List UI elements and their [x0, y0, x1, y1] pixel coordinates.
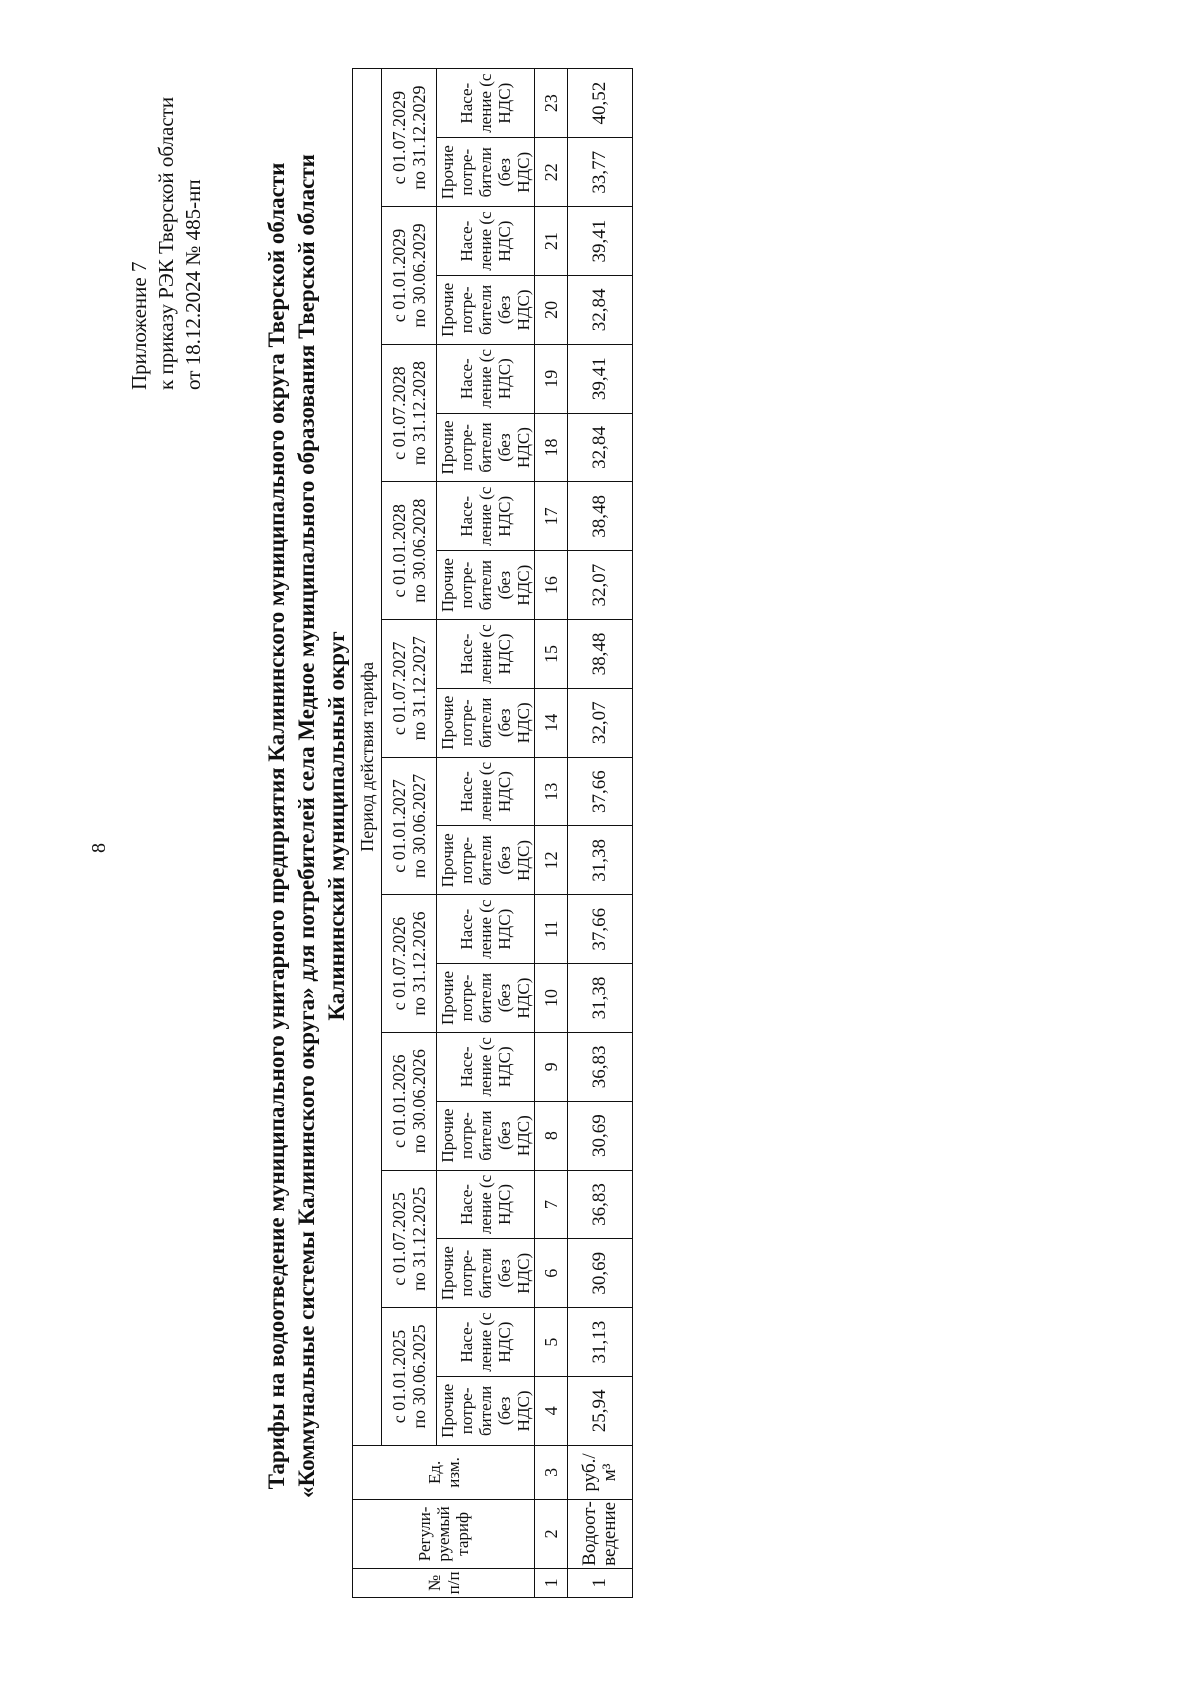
column-number: 10 — [535, 964, 568, 1033]
title-line-3: Калининский муниципальный округ — [324, 631, 349, 1021]
tariff-value: 37,66 — [568, 895, 633, 964]
column-number: 18 — [535, 413, 568, 482]
subheader-other-consumers: Прочие потре-бители (без НДС) — [437, 1239, 535, 1308]
subheader-population: Насе-ление (с НДС) — [437, 207, 535, 276]
page-number: 8 — [88, 843, 110, 853]
subheader-population: Насе-ление (с НДС) — [437, 482, 535, 551]
tariff-value: 38,48 — [568, 482, 633, 551]
document-title — [262, 136, 352, 1516]
subheader-other-consumers: Прочие потре-бители (без НДС) — [437, 1376, 535, 1445]
period-3 — [382, 1032, 437, 1170]
appendix-line-2: к приказу РЭК Тверской области — [154, 96, 178, 390]
tariff-value: 30,69 — [568, 1239, 633, 1308]
period-9 — [382, 207, 437, 345]
tariff-value: 31,38 — [568, 826, 633, 895]
subheader-other-consumers: Прочие потре-бители (без НДС) — [437, 1101, 535, 1170]
subheader-population: Насе-ление (с НДС) — [437, 1308, 535, 1377]
subheader-other-consumers: Прочие потре-бители (без НДС) — [437, 551, 535, 620]
subheader-population: Насе-ление (с НДС) — [437, 620, 535, 689]
period-from: с 01.07.2028 — [389, 366, 409, 460]
period-to: по 30.06.2027 — [409, 773, 429, 879]
period-from: с 01.01.2028 — [389, 503, 409, 598]
period-to: по 30.06.2029 — [409, 223, 429, 328]
period-to: по 30.06.2028 — [409, 498, 429, 603]
header-no: № п/п — [353, 1568, 535, 1597]
column-number: 16 — [535, 551, 568, 620]
period-from: с 01.07.2026 — [389, 916, 409, 1011]
column-number: 12 — [535, 826, 568, 895]
tariff-value: 39,41 — [568, 344, 633, 413]
row-tariff-name: Водоот-ведение — [568, 1500, 633, 1569]
tariff-value: 39,41 — [568, 207, 633, 276]
subheader-population: Насе-ление (с НДС) — [437, 69, 535, 138]
column-number: 8 — [535, 1101, 568, 1170]
tariff-value: 30,69 — [568, 1101, 633, 1170]
tariff-value: 31,38 — [568, 964, 633, 1033]
column-number: 19 — [535, 344, 568, 413]
tariff-value: 32,84 — [568, 275, 633, 344]
period-5 — [382, 757, 437, 895]
subheader-population: Насе-ление (с НДС) — [437, 1170, 535, 1239]
tariff-value: 36,83 — [568, 1170, 633, 1239]
period-from: с 01.01.2029 — [389, 228, 409, 323]
tariff-value: 36,83 — [568, 1032, 633, 1101]
column-number: 5 — [535, 1308, 568, 1377]
period-to: по 31.12.2027 — [409, 636, 429, 741]
period-1 — [382, 1308, 437, 1446]
column-number: 6 — [535, 1239, 568, 1308]
row-unit: руб./м³ — [568, 1445, 633, 1499]
tariff-value: 32,07 — [568, 688, 633, 757]
column-number: 3 — [535, 1445, 568, 1499]
subheader-population: Насе-ление (с НДС) — [437, 757, 535, 826]
subheader-population: Насе-ление (с НДС) — [437, 344, 535, 413]
column-number: 4 — [535, 1376, 568, 1445]
column-number: 7 — [535, 1170, 568, 1239]
period-4 — [382, 895, 437, 1033]
subheader-population: Насе-ление (с НДС) — [437, 1032, 535, 1101]
period-to: по 31.12.2026 — [409, 911, 429, 1016]
header-period: Период действия тарифа — [353, 69, 382, 1446]
period-to: по 31.12.2025 — [409, 1186, 429, 1291]
column-number: 20 — [535, 275, 568, 344]
period-10 — [382, 69, 437, 207]
appendix-line-1: Приложение 7 — [127, 261, 151, 390]
column-number: 21 — [535, 207, 568, 276]
subheader-other-consumers: Прочие потре-бители (без НДС) — [437, 688, 535, 757]
column-number: 1 — [535, 1568, 568, 1597]
column-number: 2 — [535, 1500, 568, 1569]
column-number: 11 — [535, 895, 568, 964]
appendix-line-3: от 18.12.2024 № 485-нп — [181, 179, 205, 390]
column-number: 22 — [535, 138, 568, 207]
column-number: 17 — [535, 482, 568, 551]
tariff-value: 37,66 — [568, 757, 633, 826]
period-to: по 31.12.2029 — [409, 85, 429, 190]
appendix-block — [126, 97, 207, 390]
subheader-other-consumers: Прочие потре-бители (без НДС) — [437, 826, 535, 895]
period-from: с 01.01.2027 — [389, 779, 409, 873]
subheader-other-consumers: Прочие потре-бители (без НДС) — [437, 138, 535, 207]
header-unit: Ед. изм. — [353, 1445, 535, 1499]
tariff-value: 40,52 — [568, 69, 633, 138]
tariff-value: 32,07 — [568, 551, 633, 620]
period-to: по 30.06.2025 — [409, 1324, 429, 1429]
subheader-population: Насе-ление (с НДС) — [437, 895, 535, 964]
tariff-value: 25,94 — [568, 1376, 633, 1445]
period-to: по 31.12.2028 — [409, 361, 429, 466]
period-from: с 01.07.2025 — [389, 1192, 409, 1286]
period-2 — [382, 1170, 437, 1308]
column-number: 9 — [535, 1032, 568, 1101]
subheader-other-consumers: Прочие потре-бители (без НДС) — [437, 964, 535, 1033]
column-number: 23 — [535, 69, 568, 138]
table-row — [568, 69, 633, 1598]
tariff-value: 33,77 — [568, 138, 633, 207]
column-number: 15 — [535, 620, 568, 689]
period-from: с 01.07.2029 — [389, 90, 409, 185]
period-8 — [382, 344, 437, 482]
tariff-value: 38,48 — [568, 620, 633, 689]
title-line-2: «Коммунальные системы Калининского округа» для потребителей села Медное муниципального образования Тверской области — [294, 154, 319, 1498]
row-number: 1 — [568, 1568, 633, 1597]
subheader-other-consumers: Прочие потре-бители (без НДС) — [437, 413, 535, 482]
header-tariff: Регули-руемый тариф — [353, 1500, 535, 1569]
subheader-other-consumers: Прочие потре-бители (без НДС) — [437, 275, 535, 344]
period-7 — [382, 482, 437, 620]
tariff-value: 32,84 — [568, 413, 633, 482]
period-from: с 01.01.2025 — [389, 1329, 409, 1424]
period-to: по 30.06.2026 — [409, 1049, 429, 1154]
tariff-value: 31,13 — [568, 1308, 633, 1377]
period-from: с 01.01.2026 — [389, 1054, 409, 1148]
column-number: 13 — [535, 757, 568, 826]
title-line-1: Тарифы на водоотведение муниципального унитарного предприятия Калининского муниципального округа Тверской области — [264, 162, 289, 1490]
period-from: с 01.07.2027 — [389, 641, 409, 736]
period-6 — [382, 620, 437, 758]
column-number: 14 — [535, 688, 568, 757]
tariff-table — [352, 68, 633, 1598]
